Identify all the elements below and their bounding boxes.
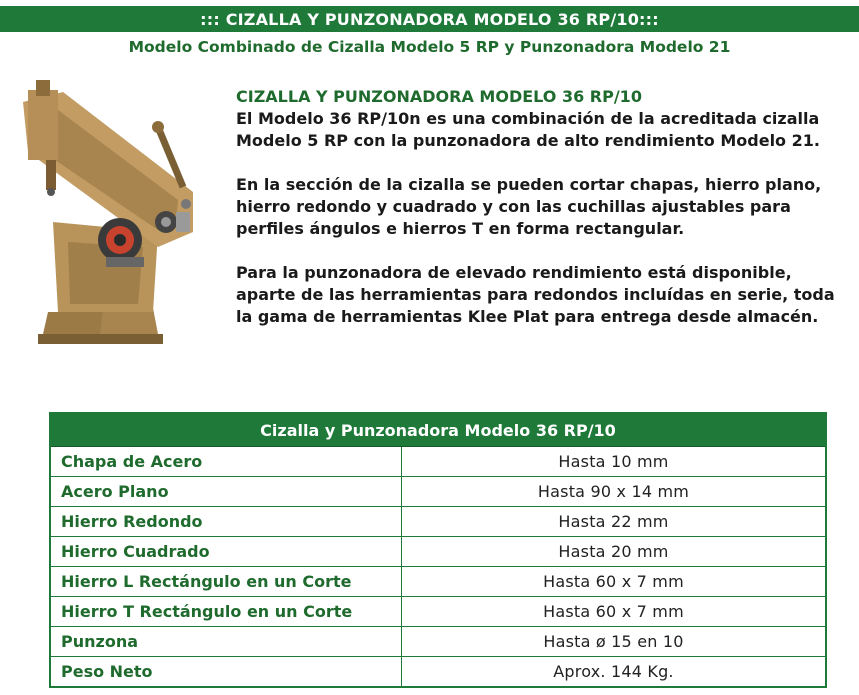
spec-value: Hasta 60 x 7 mm <box>402 567 827 597</box>
spec-value: Hasta 90 x 14 mm <box>402 477 827 507</box>
spec-value: Hasta 20 mm <box>402 537 827 567</box>
machine-image <box>8 72 218 357</box>
spec-value: Aprox. 144 Kg. <box>402 657 827 688</box>
page-subtitle: Modelo Combinado de Cizalla Modelo 5 RP y Punzonadora Modelo 21 <box>128 38 731 56</box>
description-paragraph-1: El Modelo 36 RP/10n es una combinación de la acreditada cizalla Modelo 5 RP con la punzonadora de alto rendimiento Modelo 21. <box>236 109 820 150</box>
spec-table-header <box>50 413 826 447</box>
spec-table <box>49 412 827 688</box>
spec-table-title: Cizalla y Punzonadora Modelo 36 RP/10 <box>50 413 826 447</box>
table-row <box>50 477 826 507</box>
spec-label: Hierro L Rectángulo en un Corte <box>50 567 402 597</box>
table-row <box>50 657 826 688</box>
table-row <box>50 507 826 537</box>
spec-value: Hasta 10 mm <box>402 447 827 477</box>
spec-label: Peso Neto <box>50 657 402 688</box>
top-banner <box>0 6 859 32</box>
spec-label: Punzona <box>50 627 402 657</box>
description-paragraph-3: Para la punzonadora de elevado rendimiento está disponible, aparte de las herramientas para redondos incluídas en serie, toda la gama de herramientas Klee Plat para entrega desde almacén. <box>236 263 835 326</box>
description-paragraph-2: En la sección de la cizalla se pueden cortar chapas, hierro plano, hierro redondo y cuadrado y con las cuchillas ajustables para perfiles ángulos e hierros T en forma rectangular. <box>236 175 822 238</box>
description-block <box>236 86 856 328</box>
spec-label: Chapa de Acero <box>50 447 402 477</box>
spec-value: Hasta ø 15 en 10 <box>402 627 827 657</box>
description-heading: CIZALLA Y PUNZONADORA MODELO 36 RP/10 <box>236 87 642 106</box>
banner-title: ::: CIZALLA Y PUNZONADORA MODELO 36 RP/10::: <box>200 9 659 29</box>
spec-label: Hierro Cuadrado <box>50 537 402 567</box>
spec-label: Hierro Redondo <box>50 507 402 537</box>
table-row <box>50 627 826 657</box>
spec-label: Acero Plano <box>50 477 402 507</box>
spec-label: Hierro T Rectángulo en un Corte <box>50 597 402 627</box>
table-row <box>50 567 826 597</box>
spec-value: Hasta 60 x 7 mm <box>402 597 827 627</box>
table-row <box>50 597 826 627</box>
spec-value: Hasta 22 mm <box>402 507 827 537</box>
shear-punch-machine-illustration <box>8 72 218 357</box>
table-row <box>50 447 826 477</box>
table-row <box>50 537 826 567</box>
